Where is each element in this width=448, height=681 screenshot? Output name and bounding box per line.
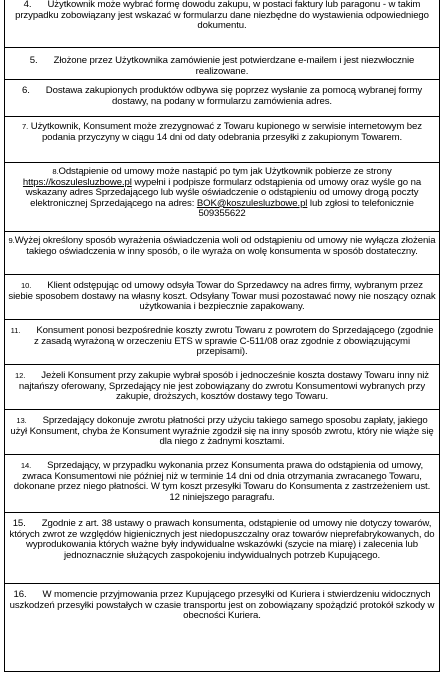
- clause-text: Zgodnie z art. 38 ustawy o prawach konsumenta, odstąpienie od umowy nie dotyczy towarów, których zwrot ze względów higienicznych jest niedopuszczalny oraz towarów nieprefabrykowanych, do wyprodukowania których ważne były indywidualne wskazówki (szycie na miarę) i zalecenia lub jednoznacznie służących zaspokojeniu indywidualnych potrzeb Kupującego.: [9, 518, 435, 561]
- clause-12: [5, 365, 439, 410]
- clause-text: Użytkownik, Konsument może zrezygnować z Towaru kupionego w serwisie internetowym bez podania przyczyny w ciągu 14 dni od daty odebrania przesyłki z zakupionym Towarem.: [30, 121, 422, 143]
- clause-16: [5, 584, 439, 632]
- clause-number: 4.: [23, 0, 32, 10]
- clause-11: [5, 320, 439, 365]
- clause-7: [5, 117, 439, 163]
- clause-number: 5.: [29, 55, 38, 66]
- clause-8: [5, 163, 439, 232]
- regulations-section: [4, 0, 440, 672]
- clause-number: 11.: [10, 326, 21, 335]
- clause-14: [5, 455, 439, 513]
- clause-number: 9.: [8, 236, 15, 245]
- clause-number: 8.: [52, 167, 59, 176]
- clause-number: 16.: [13, 589, 27, 600]
- clause-text: Konsument ponosi bezpośrednie koszty zwrotu Towaru z powrotem do Sprzedającego (zgodnie z zasadą wyrażoną w orzeczeniu ETS w sprawie C-511/08 oraz zgodnie z obowiązującymi przepisami).: [34, 325, 434, 358]
- clause-number: 15.: [12, 518, 26, 529]
- clause-number: 6.: [21, 85, 30, 96]
- clause-text: W momencie przyjmowania przez Kupującego przesyłki od Kuriera i stwierdzeniu widocznych uszkodzeń przesyłki powstałych w czasie transportu jest on zobowiązany spożądzić protokół szkody w obecności Kuriera.: [9, 589, 435, 622]
- clause-text: Użytkownik może wybrać formę dowodu zakupu, w postaci faktury lub paragonu - w takim przypadku zobowiązany jest wskazać w formularzu dane niezbędne do wystawienia odpowiedniego dokumentu.: [15, 0, 429, 32]
- clause-5: [5, 48, 439, 80]
- clause-15: [5, 513, 439, 584]
- clause-text: Wyżej określony sposób wyrażenia oświadczenia woli od odstąpieniu od umowy nie wyłącza złożenia takiego oświadczenia w inny sposób, o ile wyraża on wolę konsumenta w sposób dostateczny.: [14, 235, 436, 257]
- clause-text: Sprzedający, w przypadku wykonania przez Konsumenta prawa do odstąpienia od umowy, zwraca Konsumentowi nie później niż w terminie 14 dni od dnia otrzymania zwracanego Towaru, dokonane przez niego płatności. W tym koszt przesyłki Towaru do Konsumenta z zastrzeżeniem ust. 12 niniejszego paragrafu.: [13, 460, 431, 503]
- clause-number: 13.: [16, 416, 27, 425]
- clause-text-middle: wypełni i podpisze formularz odstąpienia od umowy oraz wyśle go na wskazany adres Sprzedającego lub wyśle oświadczenie o odstąpieniu od umowy drogą poczty elektronicznej Sprzedającego na adres:: [25, 176, 422, 209]
- clause-text: Dostawa zakupionych produktów odbywa się poprzez wysłanie za pomocą wybranej formy dostawy, na podany w formularzu zamówienia adres.: [45, 85, 423, 107]
- clause-text: Odstąpienie od umowy może nastąpić po tym jak Użytkownik pobierze ze strony: [58, 166, 392, 177]
- clause-number: 14.: [20, 461, 32, 470]
- clause-4: [5, 0, 439, 48]
- clause-text: Złożone przez Użytkownika zamówienie jest potwierdzane e-mailem i jest niezwłocznie realizowane.: [53, 55, 415, 77]
- clause-text: Sprzedający dokonuje zwrotu płatności przy użyciu takiego samego sposobu zapłaty, jakiego użył Konsument, chyba że Konsument wyraźnie zgodził się na inny sposób zwrotu, który nie wiąże się dla niego z żadnymi kosztami.: [10, 415, 434, 448]
- clause-6: [5, 80, 439, 117]
- email-link[interactable]: BOK@koszulesluzbowe.pl: [196, 197, 308, 209]
- clause-text-after: lub zgłosi to telefonicznie 509355622: [198, 197, 414, 220]
- clause-number: 12.: [15, 371, 26, 380]
- clause-text: Jeżeli Konsument przy zakupie wybrał sposób i jednocześnie koszta dostawy Towaru inny niż najtańszy oferowany, Sprzedający nie jest zobowiązany do zwrotu Konsumentowi wybranych przy zakupie, droższych, kosztów dostawy tego Towaru.: [18, 370, 429, 403]
- clause-9: [5, 232, 439, 275]
- clause-text: Klient odstępując od umowy odsyła Towar do Sprzedawcy na adres firmy, wybranym przez siebie sposobem dostawy na własny koszt. Odsyłany Towar musi pozostawać nowy nie noszący oznak użytkowania i bezpiecznie zapakowany.: [8, 280, 436, 313]
- clause-10: [5, 275, 439, 320]
- clause-number: 10.: [21, 281, 32, 290]
- website-link[interactable]: https://koszulesluzbowe.pl: [22, 176, 132, 188]
- clause-number: 7.: [22, 122, 29, 131]
- clause-13: [5, 410, 439, 455]
